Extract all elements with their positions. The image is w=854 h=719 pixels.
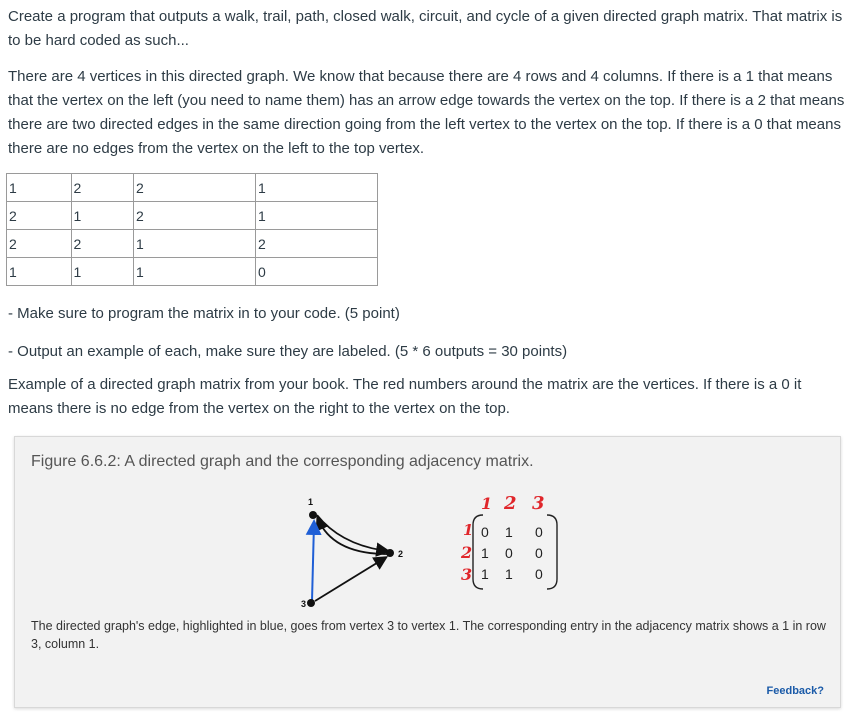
matrix-cell: 1 xyxy=(134,258,256,286)
table-row xyxy=(7,202,378,230)
adjacency-matrix xyxy=(473,515,557,589)
matrix-cell: 1 xyxy=(7,258,72,286)
table-row xyxy=(7,230,378,258)
matrix-cell: 1 xyxy=(7,174,72,202)
matrix-cell: 1 xyxy=(71,202,134,230)
intro-paragraph: Create a program that outputs a walk, trail, path, closed walk, circuit, and cycle of a given directed graph matrix. That matrix is to be hard coded as such... xyxy=(8,8,843,49)
matrix-cell: 1 xyxy=(255,174,377,202)
vertex-label-1: 1 xyxy=(308,497,314,507)
vertex-3 xyxy=(307,599,315,607)
vertex-2 xyxy=(386,549,394,557)
handwritten-col-label: 3 xyxy=(532,493,545,514)
table-row xyxy=(7,174,378,202)
adjacency-cell: 0 xyxy=(535,524,543,540)
adjacency-cell: 1 xyxy=(505,566,513,582)
matrix-cell: 1 xyxy=(255,202,377,230)
matrix-cell: 0 xyxy=(255,258,377,286)
requirement-1: - Make sure to program the matrix in to your code. (5 point) xyxy=(8,305,400,322)
adjacency-cell: 0 xyxy=(535,545,543,561)
matrix-cell: 2 xyxy=(7,202,72,230)
adjacency-cell: 0 xyxy=(535,566,543,582)
handwritten-row-label: 1 xyxy=(463,521,474,539)
vertex-label-3: 3 xyxy=(301,599,307,609)
description-paragraph: There are 4 vertices in this directed graph. We know that because there are 4 rows and 4 columns. If there is a 1 that means that the vertex on the left (you need to name them) has an arrow edge towards the vertex on the top. If there is a 2 that means there are two directed edges in the same direction going from the left vertex to the vertex on the top. If there is a 0 that means there are no edges from the vertex on the left to the top vertex. xyxy=(8,68,845,157)
adjacency-cell: 0 xyxy=(481,524,489,540)
graph-matrix-table xyxy=(6,173,378,286)
adjacency-cell: 1 xyxy=(481,566,489,582)
adjacency-cell: 0 xyxy=(505,545,513,561)
handwritten-row-label: 2 xyxy=(461,543,473,562)
matrix-right-bracket xyxy=(547,515,557,589)
requirement-2: - Output an example of each, make sure they are labeled. (5 * 6 outputs = 30 points) xyxy=(8,343,568,360)
matrix-cell: 2 xyxy=(134,174,256,202)
feedback-link[interactable]: Feedback? xyxy=(766,685,824,697)
table-row xyxy=(7,258,378,286)
directed-graph xyxy=(301,497,403,609)
adjacency-cell: 1 xyxy=(481,545,489,561)
matrix-cell: 2 xyxy=(7,230,72,258)
handwritten-col-label: 1 xyxy=(481,494,493,513)
edge-3-to-2 xyxy=(315,558,385,601)
matrix-cell: 1 xyxy=(134,230,256,258)
example-paragraph: Example of a directed graph matrix from your book. The red numbers around the matrix are the vertices. If there is a 0 it means there is no edge from the vertex on the right to the vertex on the top. xyxy=(8,376,802,417)
figure-description: The directed graph's edge, highlighted in blue, goes from vertex 3 to vertex 1. The corresponding entry in the adjacency matrix shows a 1 in row 3, column 1. xyxy=(31,619,826,651)
vertex-1 xyxy=(309,511,317,519)
matrix-cell: 2 xyxy=(71,174,134,202)
matrix-cell: 1 xyxy=(71,258,134,286)
figure-card xyxy=(14,436,841,708)
matrix-cell: 2 xyxy=(255,230,377,258)
handwritten-row-label: 3 xyxy=(461,565,473,584)
figure-caption: Figure 6.6.2: A directed graph and the corresponding adjacency matrix. xyxy=(31,453,534,470)
handwritten-col-label: 2 xyxy=(504,493,517,514)
figure-graphic xyxy=(15,437,840,707)
vertex-label-2: 2 xyxy=(398,549,404,559)
edge-3-to-1-highlighted xyxy=(312,523,314,601)
matrix-cell: 2 xyxy=(134,202,256,230)
matrix-cell: 2 xyxy=(71,230,134,258)
adjacency-cell: 1 xyxy=(505,524,513,540)
